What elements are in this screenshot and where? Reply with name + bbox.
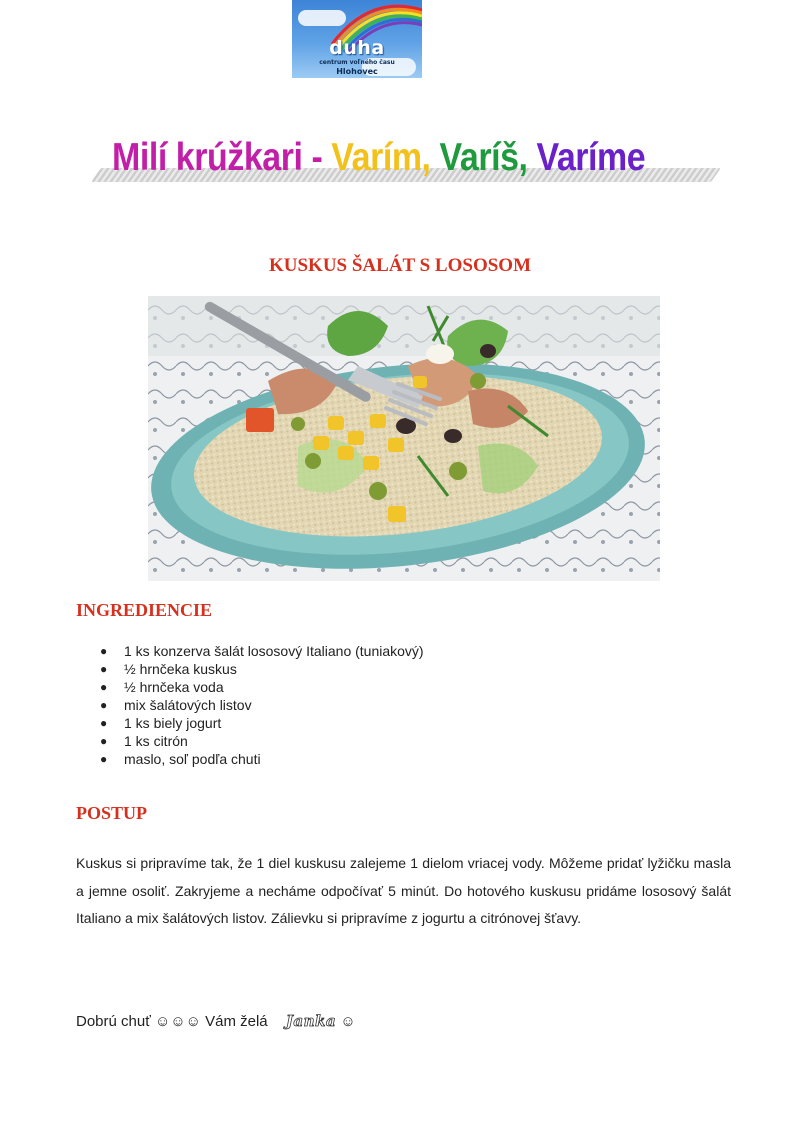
- ingredient-text: maslo, soľ podľa chuti: [124, 751, 261, 767]
- list-item: [100, 732, 424, 750]
- banner-title: [96, 132, 726, 198]
- bullet-icon: ●: [100, 698, 108, 712]
- recipe-title: KUSKUS ŠALÁT S LOSOSOM: [268, 255, 532, 276]
- ingredient-text: ½ hrnčeka voda: [124, 679, 224, 695]
- banner-part: Varíš,: [439, 136, 537, 179]
- banner-part: Varíme: [536, 136, 646, 179]
- signature: Janka: [285, 1012, 337, 1030]
- bullet-icon: ●: [100, 752, 108, 766]
- bullet-icon: ●: [100, 644, 108, 658]
- list-item: [100, 642, 424, 660]
- bullet-icon: ●: [100, 734, 108, 748]
- bullet-icon: ●: [100, 680, 108, 694]
- logo-subtitle: centrum voľného času: [319, 59, 395, 66]
- bullet-icon: ●: [100, 716, 108, 730]
- list-item: [100, 750, 424, 768]
- logo-brand-text: duha: [329, 37, 385, 59]
- salad-plate-image: [148, 296, 660, 581]
- banner-title-text: [112, 136, 645, 180]
- ingredient-text: 1 ks biely jogurt: [124, 715, 222, 731]
- closing-text: Dobrú chuť ☺☺☺ Vám želá: [76, 1013, 268, 1030]
- ingredient-text: 1 ks citrón: [124, 733, 188, 749]
- steps-paragraph: Kuskus si pripravíme tak, že 1 diel kuskusu zalejeme 1 dielom vriacej vody. Môžeme pridať lyžičku masla a jemne osoliť. Zakryjeme a necháme odpočívať 5 minút. Do hotového kuskusu pridáme lososový šalát Italiano a mix šalátových listov. Zálievku si pripravíme z jogurtu a citrónovej šťavy.: [76, 855, 731, 926]
- bullet-icon: ●: [100, 662, 108, 676]
- ingredient-text: ½ hrnčeka kuskus: [124, 661, 237, 677]
- food-photo: [148, 296, 660, 581]
- list-item: [100, 714, 424, 732]
- ingredients-heading: INGREDIENCIE: [76, 600, 213, 620]
- duha-logo: [292, 0, 422, 78]
- list-item: [100, 696, 424, 714]
- steps-heading: POSTUP: [76, 803, 148, 823]
- ingredient-text: 1 ks konzerva šalát lososový Italiano (tuniakový): [124, 643, 424, 659]
- ingredients-list: [100, 642, 424, 768]
- ingredient-text: mix šalátových listov: [124, 697, 252, 713]
- banner-part: Milí krúžkari -: [112, 136, 332, 179]
- list-item: [100, 678, 424, 696]
- list-item: [100, 660, 424, 678]
- banner-part: Varím,: [331, 136, 440, 179]
- smiley-icon: ☺: [340, 1013, 356, 1030]
- closing-line: [76, 1012, 356, 1030]
- logo-town: Hlohovec: [336, 67, 378, 76]
